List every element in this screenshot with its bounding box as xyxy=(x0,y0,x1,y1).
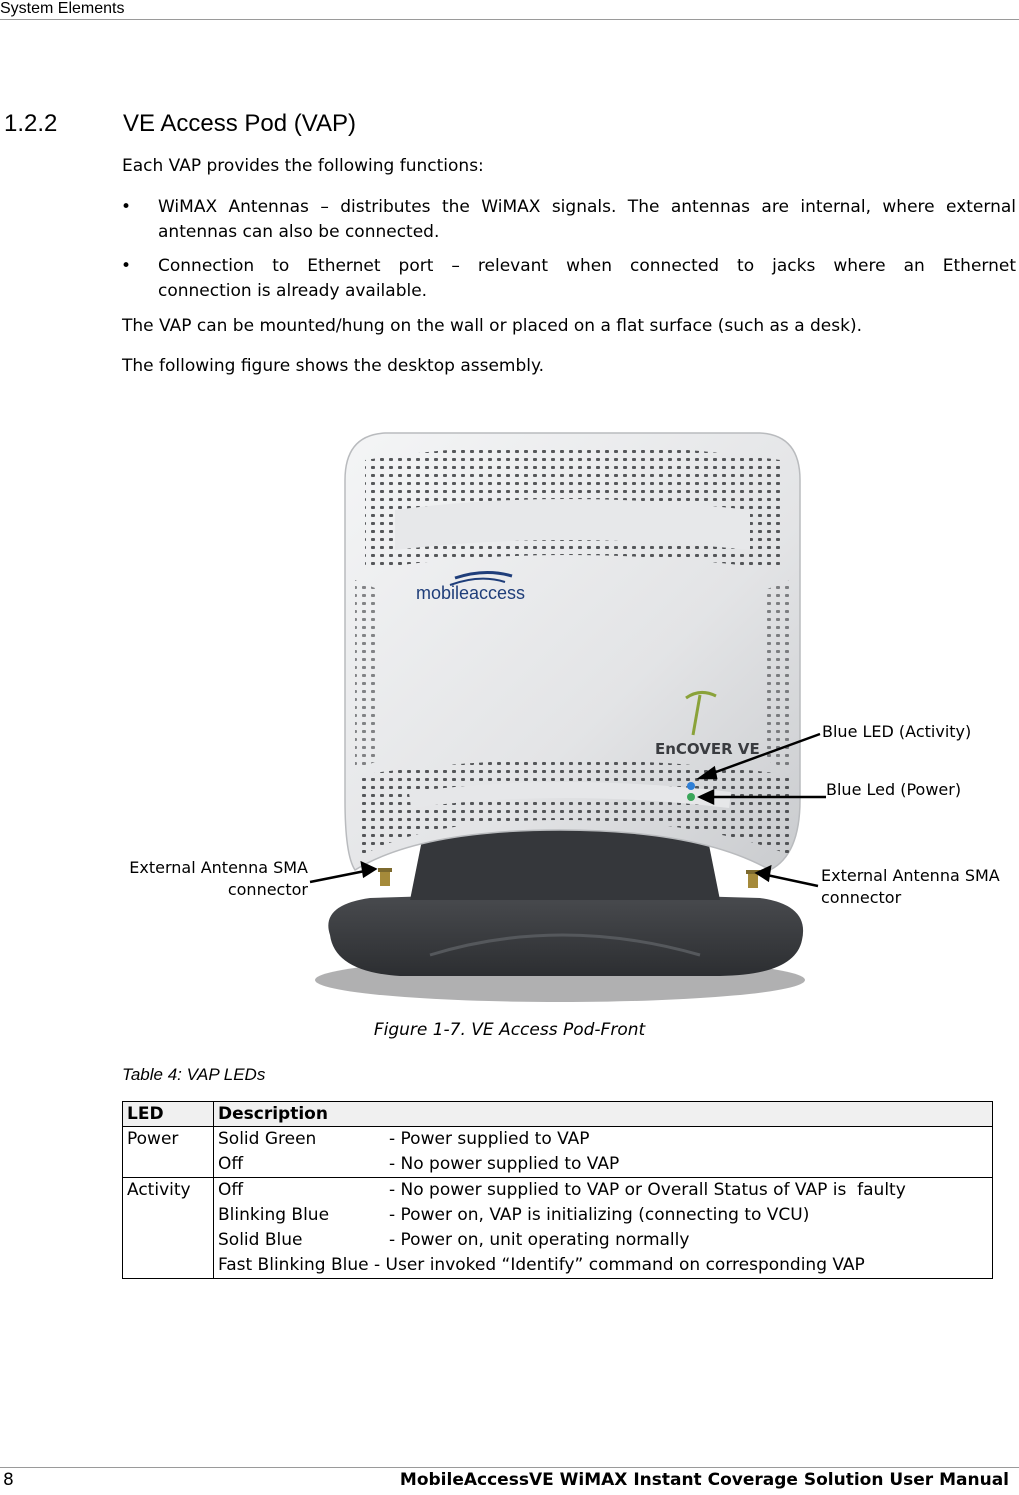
led-description-cell xyxy=(214,1127,993,1178)
footer-divider xyxy=(0,1467,1019,1468)
section-heading xyxy=(4,110,356,138)
callout-right-antenna-line2: connector xyxy=(821,888,902,907)
arrowhead-icon xyxy=(757,867,770,880)
led-state-meaning: - Power on, unit operating normally xyxy=(389,1230,690,1250)
description-line: Fast Blinking Blue - User invoked “Identify” command on corresponding VAP xyxy=(218,1255,865,1275)
led-state: Off xyxy=(218,1180,244,1200)
vap-device-figure xyxy=(0,400,1019,1010)
right-antenna-arrow xyxy=(762,874,818,886)
bullet-text-line: antennas can also be connected. xyxy=(158,222,440,242)
led-state: Solid Green xyxy=(218,1129,317,1149)
mounting-paragraph: The VAP can be mounted/hung on the wall or placed on a flat surface (such as a desk). xyxy=(122,316,862,336)
bullet-icon: • xyxy=(121,197,132,217)
callout-left-antenna-line2: connector xyxy=(227,880,308,899)
callout-right-antenna xyxy=(821,865,1000,909)
activity-led-icon xyxy=(687,782,695,790)
description-line xyxy=(218,1178,988,1203)
led-state: Blinking Blue xyxy=(218,1205,330,1225)
table-row xyxy=(123,1178,993,1279)
led-state: Off xyxy=(218,1154,244,1174)
callout-right-antenna-line1: External Antenna SMA xyxy=(821,866,1000,885)
description-line xyxy=(218,1228,988,1253)
led-name-cell: Activity xyxy=(123,1178,214,1279)
table-header-row xyxy=(123,1102,993,1127)
power-led-icon xyxy=(687,793,695,801)
section-number: 1.2.2 xyxy=(4,110,58,137)
left-antenna-arrow xyxy=(310,870,370,882)
led-state-meaning: - No power supplied to VAP xyxy=(389,1154,620,1174)
bullet-text-line: connection is already available. xyxy=(158,281,428,301)
figure-intro-paragraph: The following figure shows the desktop assembly. xyxy=(122,356,545,376)
led-state-meaning: - No power supplied to VAP or Overall Status of VAP is faulty xyxy=(389,1180,906,1200)
description-line xyxy=(218,1152,988,1177)
page-number: 8 xyxy=(3,1470,14,1490)
section-title: VE Access Pod (VAP) xyxy=(123,110,356,137)
running-header: System Elements xyxy=(0,0,125,17)
brand-logo-text: mobileaccess xyxy=(416,583,526,603)
callout-left-antenna xyxy=(100,857,308,901)
figure-caption: Figure 1-7. VE Access Pod-Front xyxy=(373,1020,646,1040)
table-row xyxy=(123,1127,993,1178)
description-line xyxy=(218,1203,988,1228)
header-divider xyxy=(0,19,1019,20)
callout-left-antenna-line1: External Antenna SMA xyxy=(129,858,308,877)
bullet-text-line: Connection to Ethernet port – relevant when connected to jacks where an Ethernet xyxy=(158,256,1016,276)
product-logo-text: EnCOVER VE xyxy=(655,740,760,758)
intro-paragraph: Each VAP provides the following functions: xyxy=(122,156,484,176)
manual-title: MobileAccessVE WiMAX Instant Coverage Solution User Manual xyxy=(399,1470,1009,1490)
vap-leds-table xyxy=(122,1101,993,1279)
bullet-icon: • xyxy=(121,256,132,276)
device-body xyxy=(345,433,800,870)
table-header-description: Description xyxy=(214,1102,993,1127)
callout-blue-led-activity: Blue LED (Activity) xyxy=(822,722,972,741)
callout-blue-led-power: Blue Led (Power) xyxy=(826,780,962,799)
led-name-cell: Power xyxy=(123,1127,214,1178)
arrowhead-icon xyxy=(362,863,375,876)
led-state-meaning: - Power on, VAP is initializing (connecting to VCU) xyxy=(389,1205,810,1225)
led-description-cell xyxy=(214,1178,993,1279)
description-line xyxy=(218,1127,988,1152)
table-title: Table 4: VAP LEDs xyxy=(122,1065,266,1084)
left-antenna-connector-icon xyxy=(378,868,392,886)
table-header-led: LED xyxy=(123,1102,214,1127)
bullet-text-line: WiMAX Antennas – distributes the WiMAX signals. The antennas are internal, where external xyxy=(158,197,1016,217)
led-state-meaning: - Power supplied to VAP xyxy=(389,1129,590,1149)
led-state: Solid Blue xyxy=(218,1230,303,1250)
